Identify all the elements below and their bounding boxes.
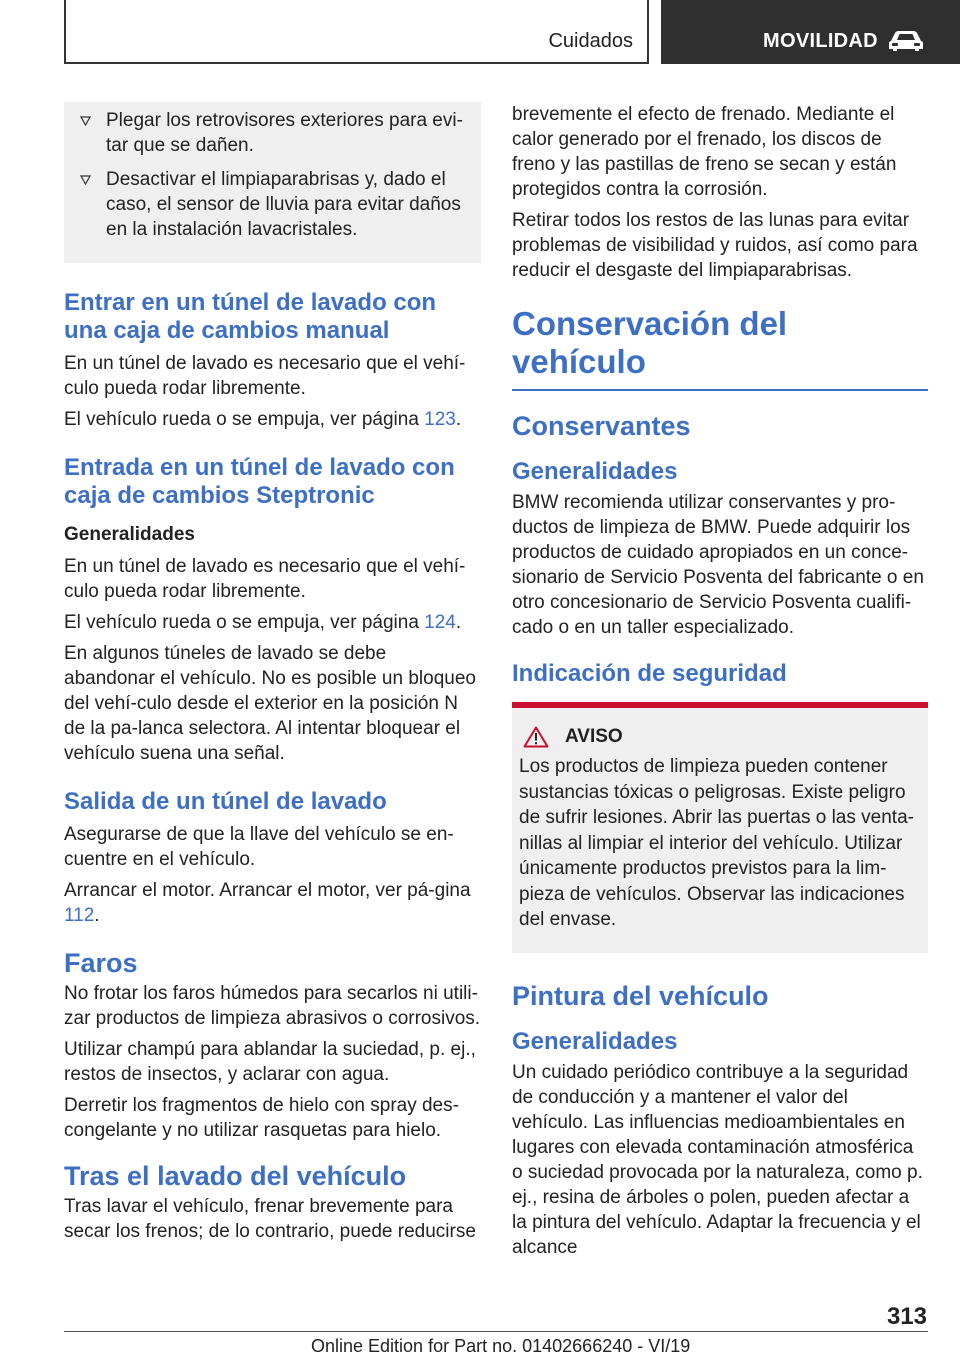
- paragraph: Derretir los fragmentos de hielo con spray des-congelante y no utilizar rasquetas para hielo.: [64, 1095, 459, 1141]
- warning-box: [512, 702, 928, 953]
- paragraph: El vehículo rueda o se empuja, ver página 123.: [64, 409, 462, 430]
- triangle-bullet-icon: [80, 116, 91, 126]
- heading-steptronic: Entrada en un túnel de lavado con caja de cambios Steptronic: [64, 454, 455, 509]
- car-icon: [887, 28, 925, 52]
- heading-conservantes: Conservantes: [512, 411, 691, 441]
- paragraph: No frotar los faros húmedos para secarlos ni utili-zar productos de limpieza abrasivos o corrosivos.: [64, 983, 481, 1029]
- heading-faros: Faros: [64, 948, 138, 978]
- paragraph: Utilizar champú para ablandar la suciedad, p. ej., restos de insectos, y aclarar con agua.: [64, 1039, 476, 1085]
- subheading-generalidades: Generalidades: [512, 1027, 678, 1055]
- paragraph: En algunos túneles de lavado se debe abandonar el vehículo. No es posible un bloqueo del vehí-culo desde el exterior en la posición N de la pa-lanca selectora. Al intentar bloquear el vehículo suena una señal.: [64, 643, 476, 764]
- chapter-title: Cuidados: [548, 30, 633, 52]
- bullet-item: Plegar los retrovisores exteriores para evi-tar que se dañen.: [80, 108, 469, 158]
- paragraph: En un túnel de lavado es necesario que el vehí-culo pueda rodar libremente.: [64, 353, 466, 399]
- right-column: [512, 102, 928, 1266]
- paragraph: Tras lavar el vehículo, frenar brevemente para secar los frenos; de lo contrario, puede reducirse: [64, 1196, 476, 1242]
- heading-conservacion: Conservación del vehículo: [512, 305, 928, 391]
- heading-tras-lavado: Tras el lavado del vehículo: [64, 1161, 407, 1191]
- bullet-box: [64, 102, 481, 263]
- footer-divider: [64, 1331, 928, 1332]
- paragraph: En un túnel de lavado es necesario que el vehí-culo pueda rodar libremente.: [64, 556, 466, 602]
- page-link-112[interactable]: 112: [64, 905, 95, 926]
- paragraph: Arrancar el motor. Arrancar el motor, ver pá-gina 112.: [64, 880, 471, 926]
- paragraph: brevemente el efecto de frenado. Mediante el calor generado por el frenado, los discos de freno y las pastillas de freno se secan y están protegidos contra la corrosión.: [512, 104, 897, 200]
- subheading-generalidades: Generalidades: [64, 524, 195, 545]
- paragraph: Retirar todos los restos de las lunas para evitar problemas de visibilidad y ruidos, así como para reducir el desgaste del limpiaparabrisas.: [512, 210, 918, 281]
- left-column: [64, 102, 481, 1250]
- warning-text: Los productos de limpieza pueden contener sustancias tóxicas o peligrosas. Existe peligro de sufrir lesiones. Abrir las puertas o las venta-nillas al limpiar el interior del vehículo. Utilizar únicamente productos previstos para la lim-pieza de vehículos. Observar las indicaciones del envase.: [519, 756, 914, 930]
- page-link-124[interactable]: 124: [424, 612, 456, 633]
- paragraph: Un cuidado periódico contribuye a la seguridad de conducción y a mantener el valor del vehículo. Las influencias medioambientales en lugares con elevada contaminación atmosférica o suciedad provocada por la naturaleza, como p. ej., resina de árboles o polen, pueden afectar a la pintura del vehículo. Adaptar la frecuencia y el alcance: [512, 1061, 923, 1258]
- paragraph: El vehículo rueda o se empuja, ver página 124.: [64, 612, 462, 633]
- header-chapter-frame: [64, 0, 649, 64]
- paragraph: Asegurarse de que la llave del vehículo se en-cuentre en el vehículo.: [64, 824, 454, 870]
- triangle-bullet-icon: [80, 175, 91, 185]
- heading-exit: Salida de un túnel de lavado: [64, 788, 387, 815]
- page-number: 313: [886, 1303, 927, 1330]
- subheading-generalidades: Generalidades: [512, 458, 678, 485]
- section-label: MOVILIDAD: [763, 30, 878, 52]
- warning-title: AVISO: [565, 726, 623, 747]
- heading-manual: Entrar en un túnel de lavado con una caja de cambios manual: [64, 289, 437, 344]
- page-link-123[interactable]: 123: [424, 409, 456, 430]
- warning-triangle-icon: [523, 726, 549, 748]
- footer-edition: Online Edition for Part no. 01402666240 - VI/19: [311, 1336, 691, 1356]
- heading-seguridad: Indicación de seguridad: [512, 660, 787, 687]
- warning-header: [519, 726, 914, 748]
- paragraph: BMW recomienda utilizar conservantes y pro-ductos de limpieza de BMW. Puede adquirir los productos de cuidado apropiados en un conce-sionario de Servicio Posventa del fabricante o en otro concesionario de Servicio Posventa cualifi-cado o en un taller especializado.: [512, 492, 924, 638]
- heading-pintura: Pintura del vehículo: [512, 980, 769, 1011]
- bullet-item: Desactivar el limpiaparabrisas y, dado el caso, el sensor de lluvia para evitar daños en la instalación lavacristales.: [80, 167, 469, 242]
- section-tab: [661, 0, 960, 64]
